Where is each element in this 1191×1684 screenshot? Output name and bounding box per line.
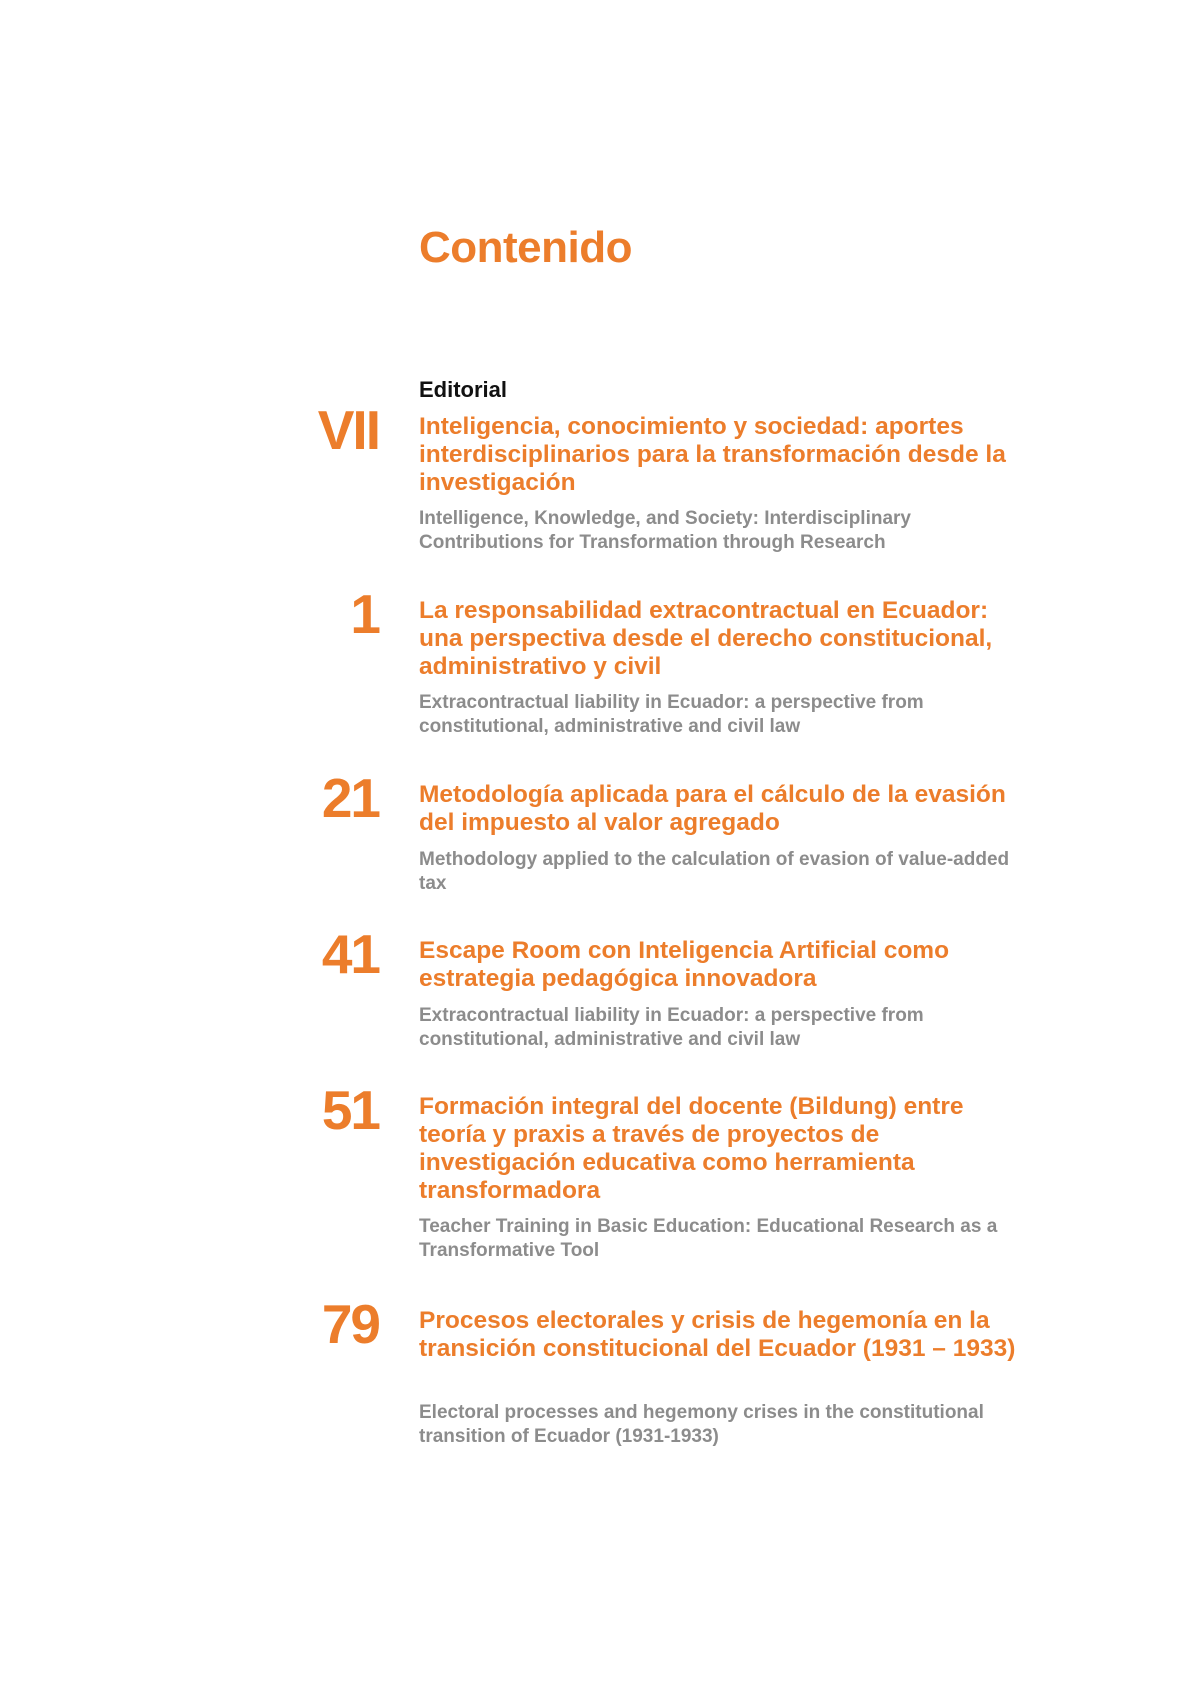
entry-page-number: 1 xyxy=(350,583,379,645)
entry-subtitle: Extracontractual liability in Ecuador: a perspective from constitutional, administrative and civil law xyxy=(419,1005,924,1050)
section-label-editorial: Editorial xyxy=(419,377,508,402)
entry-page-number: 41 xyxy=(321,923,379,985)
entry-title[interactable]: Metodología aplicada para el cálculo de la evasión del impuesto al valor agregado xyxy=(419,781,1006,836)
entry-title[interactable]: Formación integral del docente (Bildung) entre teoría y praxis a través de proyectos de investigación educativa como herramienta transformadora xyxy=(419,1093,964,1204)
entry-subtitle: Electoral processes and hegemony crises in the constitutional transition of Ecuador (1931-1933) xyxy=(419,1402,984,1447)
entry-subtitle: Extracontractual liability in Ecuador: a perspective from constitutional, administrative and civil law xyxy=(419,692,924,737)
entry-page-number: 21 xyxy=(321,767,379,829)
entry-title[interactable]: Procesos electorales y crisis de hegemonía en la transición constitucional del Ecuador (1931 – 1933) xyxy=(419,1307,1016,1362)
entry-subtitle: Teacher Training in Basic Education: Educational Research as a Transformative Tool xyxy=(419,1216,998,1261)
entry-page-number: VII xyxy=(317,399,379,461)
entry-title[interactable]: La responsabilidad extracontractual en Ecuador: una perspectiva desde el derecho constitucional, administrativo y civil xyxy=(419,597,993,680)
entry-subtitle: Methodology applied to the calculation of evasion of value-added tax xyxy=(419,849,1010,894)
entry-page-number: 79 xyxy=(321,1293,379,1355)
entry-title[interactable]: Escape Room con Inteligencia Artificial como estrategia pedagógica innovadora xyxy=(419,937,950,992)
entry-subtitle: Intelligence, Knowledge, and Society: Interdisciplinary Contributions for Transformation through Research xyxy=(419,508,911,553)
entry-page-number: 51 xyxy=(321,1079,379,1141)
entry-title[interactable]: Inteligencia, conocimiento y sociedad: aportes interdisciplinarios para la transformación desde la investigación xyxy=(419,413,1006,496)
page-title: Contenido xyxy=(419,223,633,272)
